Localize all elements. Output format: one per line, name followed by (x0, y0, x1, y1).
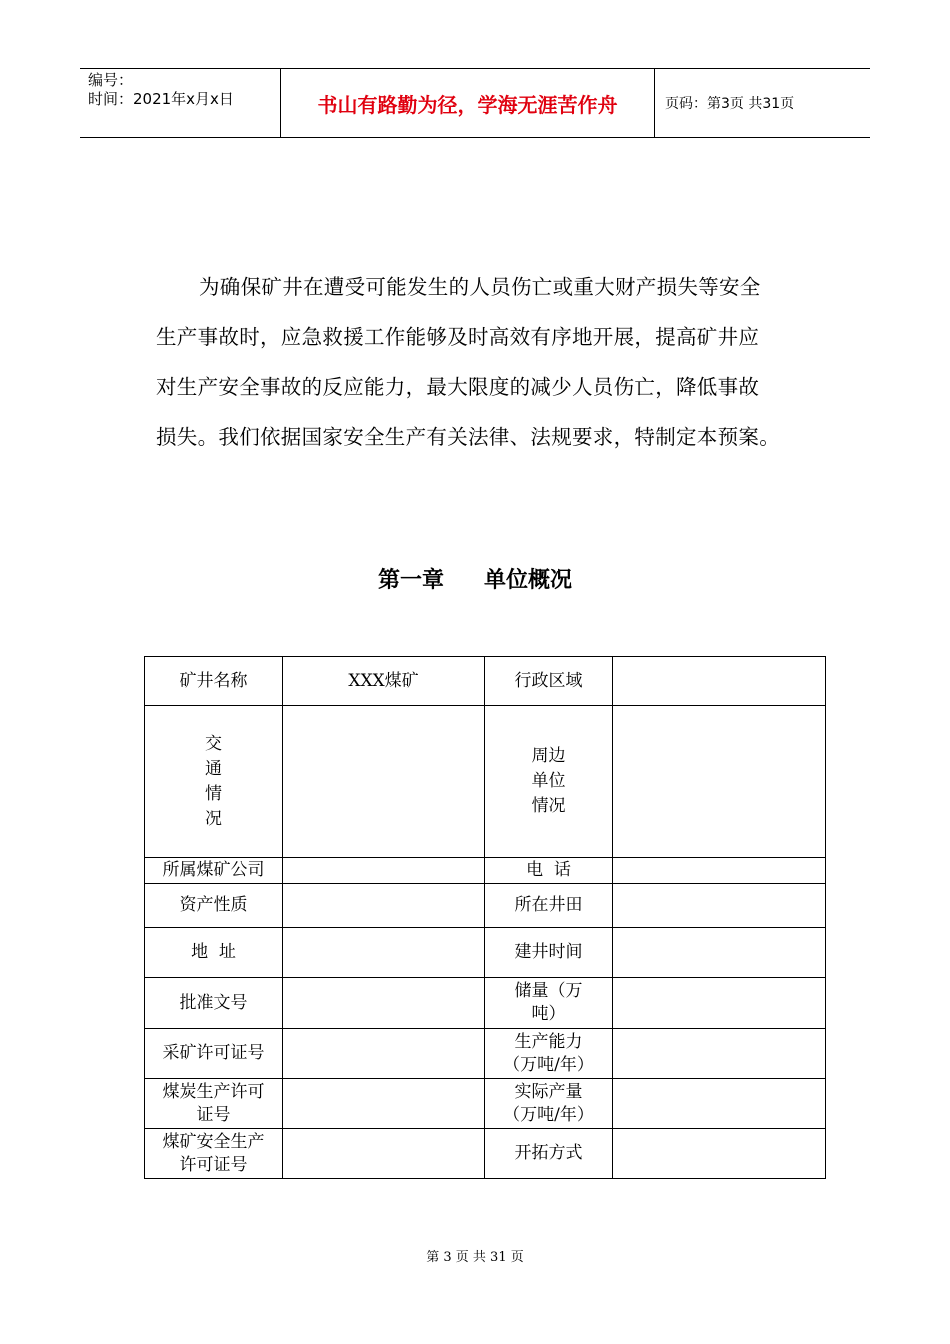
intro-line: 损失。我们依据国家安全生产有关法律、法规要求，特制定本预案。 (156, 425, 780, 449)
mine-info-table (144, 656, 826, 1179)
asset-label: 资产性质 (145, 884, 283, 928)
document-number-label: 编号： (88, 71, 134, 89)
table-row (145, 1079, 826, 1129)
region-value (613, 657, 826, 706)
build-time-value (613, 928, 826, 978)
approval-label: 批准文号 (145, 978, 283, 1029)
address-label: 地 址 (145, 928, 283, 978)
header-motto: 书山有路勤为径，学海无涯苦作舟 (281, 69, 655, 137)
region-label: 行政区域 (485, 657, 613, 706)
header-page-number: 页码：第3页 共31页 (665, 96, 795, 112)
surrounding-label: 周边 单位 情况 (485, 706, 613, 858)
field-value (613, 884, 826, 928)
safety-license-label: 煤矿安全生产 许可证号 (145, 1129, 283, 1179)
table-row (145, 858, 826, 884)
table-row (145, 657, 826, 706)
table-row (145, 928, 826, 978)
table-row (145, 706, 826, 858)
coal-license-label: 煤炭生产许可 证号 (145, 1079, 283, 1129)
mining-license-label: 采矿许可证号 (145, 1029, 283, 1079)
company-value (283, 858, 485, 884)
chapter-heading (0, 563, 950, 594)
capacity-value (613, 1029, 826, 1079)
chapter-title: 单位概况 (484, 568, 573, 593)
table-row (145, 978, 826, 1029)
coal-license-value (283, 1079, 485, 1129)
reserves-value (613, 978, 826, 1029)
approval-value (283, 978, 485, 1029)
address-value (283, 928, 485, 978)
intro-line: 为确保矿井在遭受可能发生的人员伤亡或重大财产损失等安全 (199, 275, 761, 299)
intro-line: 生产事故时，应急救援工作能够及时高效有序地开展，提高矿井应 (156, 325, 760, 349)
intro-paragraph (156, 262, 816, 462)
mine-name-label: 矿井名称 (145, 657, 283, 706)
table-row (145, 1029, 826, 1079)
intro-line: 对生产安全事故的反应能力，最大限度的减少人员伤亡，降低事故 (156, 375, 760, 399)
reserves-label: 储量（万 吨） (485, 978, 613, 1029)
output-label: 实际产量 （万吨/年） (485, 1079, 613, 1129)
development-value (613, 1129, 826, 1179)
table-row (145, 884, 826, 928)
header-meta (80, 69, 281, 137)
table-row (145, 1129, 826, 1179)
page-footer: 第 3 页 共 31 页 (426, 1250, 524, 1265)
chapter-number: 第一章 (377, 568, 444, 593)
phone-value (613, 858, 826, 884)
traffic-label: 交 通 情 况 (145, 706, 283, 858)
field-label: 所在井田 (485, 884, 613, 928)
mining-license-value (283, 1029, 485, 1079)
development-label: 开拓方式 (485, 1129, 613, 1179)
capacity-label: 生产能力 （万吨/年） (485, 1029, 613, 1079)
output-value (613, 1079, 826, 1129)
mine-name-value: XXX煤矿 (283, 657, 485, 706)
build-time-label: 建井时间 (485, 928, 613, 978)
document-time-label: 时间：2021年x月x日 (88, 90, 234, 108)
page-header (80, 68, 870, 138)
traffic-value (283, 706, 485, 858)
asset-value (283, 884, 485, 928)
safety-license-value (283, 1129, 485, 1179)
company-label: 所属煤矿公司 (145, 858, 283, 884)
surrounding-value (613, 706, 826, 858)
phone-label: 电 话 (485, 858, 613, 884)
